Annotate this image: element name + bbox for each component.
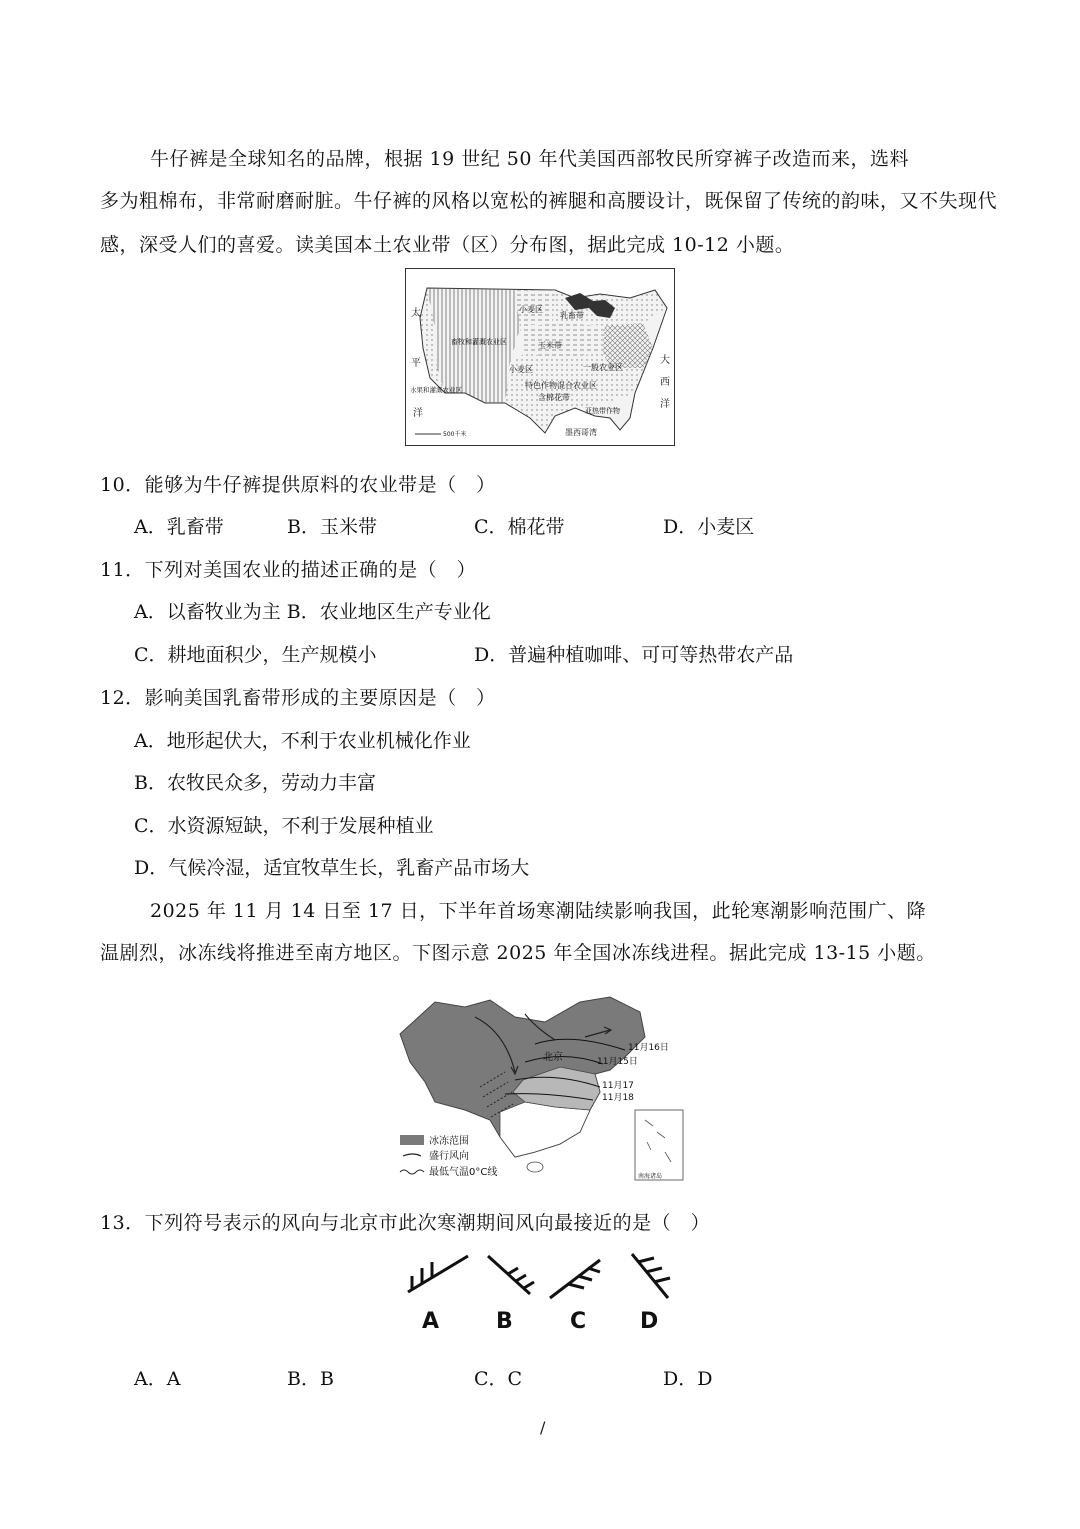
subtropical-label: 亚热带作物 [585, 407, 620, 415]
symbol-label-c: C [570, 1309, 587, 1334]
special-label: 特色作物混合农业区 [525, 381, 597, 390]
china-south-region [500, 1102, 590, 1157]
dairy-label: 乳畜带 [560, 311, 584, 320]
pacific-label-3: 洋 [413, 408, 423, 419]
q13-option-b[interactable]: B．B [287, 1368, 334, 1390]
beijing-label: 北京 [543, 1052, 563, 1063]
q11-option-d[interactable]: D．普遍种植咖啡、可可等热带农产品 [474, 644, 794, 666]
general-label: 一般农业区 [583, 363, 623, 372]
legend-zero-line: 最低气温0°C线 [429, 1167, 498, 1178]
passage2-line1: 2025 年 11 月 14 日至 17 日，下半年首场寒潮陆续影响我国，此轮寒潮影响范围广、降 [150, 900, 927, 922]
china-freeze-line-map [395, 992, 690, 1184]
symbol-label-b: B [496, 1309, 513, 1334]
atlantic-label-3: 洋 [660, 399, 670, 410]
q12-stem: 12．影响美国乳畜带形成的主要原因是（ ） [100, 687, 496, 709]
q11-stem: 11．下列对美国农业的描述正确的是（ ） [100, 559, 477, 581]
gulf-label: 墨西哥湾 [565, 428, 597, 437]
passage1-line2: 多为粗棉布，非常耐磨耐脏。牛仔裤的风格以宽松的裤腿和高腰设计，既保留了传统的韵味，又不失现代 [100, 190, 998, 212]
symbol-label-d: D [640, 1309, 659, 1334]
wind-symbol-b [488, 1256, 534, 1294]
inset-label: 南海诸岛 [638, 1173, 663, 1180]
wind-symbol-c [550, 1260, 600, 1298]
q10-stem: 10．能够为牛仔裤提供原料的农业带是（ ） [100, 474, 496, 496]
date-18-label: 11月18 [602, 1093, 634, 1103]
general-region [603, 323, 653, 368]
pacific-label-2: 平 [411, 358, 421, 369]
atlantic-label-1: 大 [660, 355, 670, 366]
q10-option-c[interactable]: C．棉花带 [474, 516, 565, 538]
scale-label: 500千米 [443, 431, 467, 438]
q10-option-d[interactable]: D．小麦区 [663, 516, 755, 538]
legend-wind: 盛行风向 [429, 1151, 469, 1162]
q10-option-a[interactable]: A．乳畜带 [134, 516, 224, 538]
q13-option-c[interactable]: C．C [474, 1368, 523, 1390]
cotton-label: 含棉花带 [538, 393, 570, 402]
symbol-label-a: A [422, 1309, 440, 1334]
q13-option-d[interactable]: D．D [663, 1368, 713, 1390]
corn-label: 玉米带 [538, 341, 562, 350]
atlantic-label-2: 西 [660, 377, 670, 388]
wheat-south-label: 小麦区 [509, 365, 533, 374]
wind-symbol-d [632, 1254, 670, 1298]
passage1-line1: 牛仔裤是全球知名的品牌，根据 19 世纪 50 年代美国西部牧民所穿裤子改造而来，选料 [150, 148, 910, 170]
livestock-label: 畜牧和灌溉农业区 [451, 338, 507, 346]
date-15-label: 11月15日 [597, 1057, 638, 1067]
passage2-line2: 温剧烈，冰冻线将推进至南方地区。下图示意 2025 年全国冰冻线进程。据此完成 13-15 小题。 [100, 942, 936, 964]
page-mark: / [540, 1418, 546, 1437]
q10-option-b[interactable]: B．玉米带 [287, 516, 377, 538]
q13-option-a[interactable]: A．A [134, 1368, 181, 1390]
q12-option-b[interactable]: B．农牧民众多，劳动力丰富 [134, 772, 376, 794]
usa-agriculture-map [405, 268, 675, 446]
pacific-label-1: 太 [411, 308, 421, 319]
wind-symbol-a [408, 1256, 468, 1292]
q11-option-ab[interactable]: A．以畜牧业为主 B．农业地区生产专业化 [134, 601, 491, 623]
wheat-north-label: 小麦区 [519, 305, 543, 314]
date-16-label: 11月16日 [628, 1043, 669, 1053]
q12-option-a[interactable]: A．地形起伏大，不利于农业机械化作业 [134, 730, 471, 752]
q13-stem: 13．下列符号表示的风向与北京市此次寒潮期间风向最接近的是（ ） [100, 1212, 711, 1234]
corn-region [520, 323, 605, 358]
wind-symbols-figure [400, 1248, 680, 1336]
q12-option-c[interactable]: C．水资源短缺，不利于发展种植业 [134, 815, 434, 837]
date-17-label: 11月17 [602, 1081, 634, 1091]
passage1-line3: 感，深受人们的喜爱。读美国本土农业带（区）分布图，据此完成 10-12 小题。 [100, 234, 795, 256]
q12-option-d[interactable]: D．气候冷湿，适宜牧草生长，乳畜产品市场大 [134, 857, 530, 879]
legend-frozen: 冰冻范围 [429, 1136, 469, 1147]
irrigation-label: 水果和灌溉农业区 [410, 386, 462, 394]
q11-option-c[interactable]: C．耕地面积少，生产规模小 [134, 644, 377, 666]
